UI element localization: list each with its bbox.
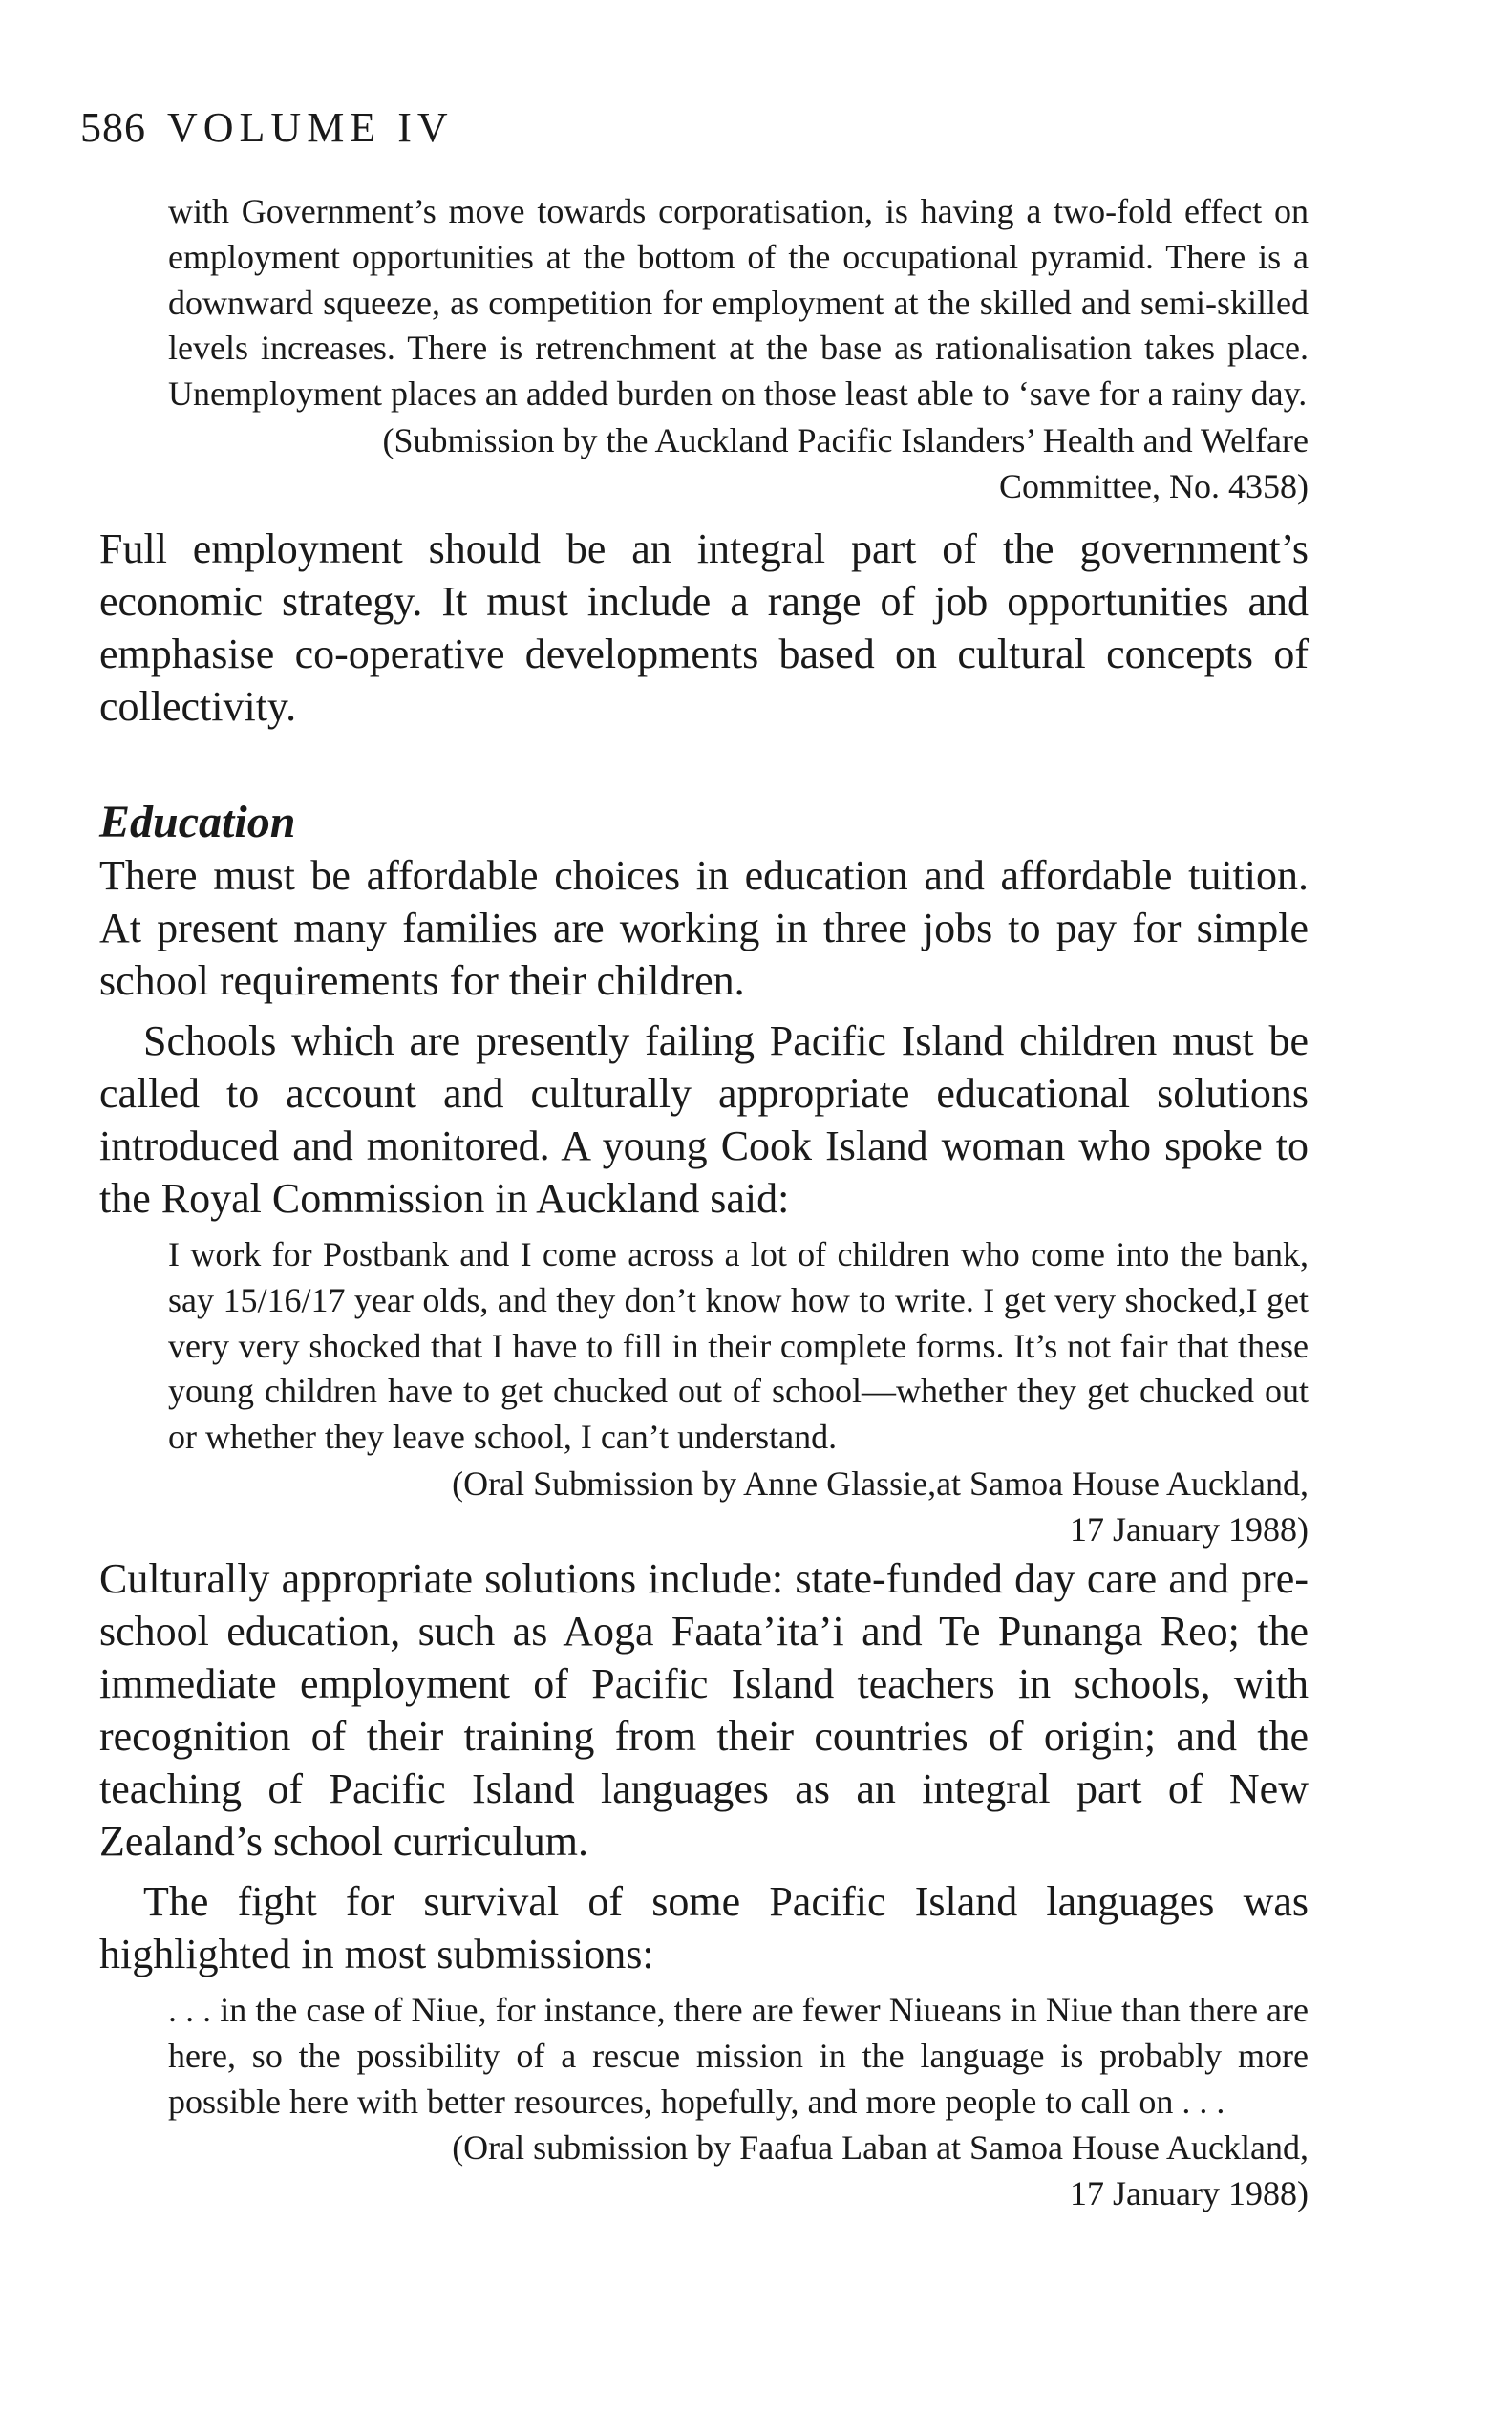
page-number: 586 <box>80 104 146 151</box>
running-header <box>80 104 454 151</box>
attribution-line: 17 January 1988) <box>1070 2174 1309 2213</box>
attribution-line: 17 January 1988) <box>1070 1509 1309 1549</box>
block-quote-niue: . . . in the case of Niue, for instance, there are fewer Niueans in Niue than there are here, so the possibility of a rescue mission in the language is probably more possible here with better resources, hopefully, and more people to call on . . . <box>168 1990 1309 2121</box>
block-quote-postbank: I work for Postbank and I come across a lot of children who come into the bank, say 15/16/17 year olds, and they don’t know how to write. I get very shocked,I get very very shocked that I have to fill in their complete forms. It’s not fair that these young children have to get chucked out of school—whether they get chucked out or whether they leave school, I can’t understand. <box>168 1234 1309 1457</box>
paragraph-language-survival: The fight for survival of some Pacific Island languages was highlighted in most submissions: <box>99 1877 1309 1977</box>
attribution-line: (Submission by the Auckland Pacific Islanders’ Health and Welfare <box>382 420 1309 459</box>
quote-attribution-faafua-laban <box>168 2125 1309 2216</box>
quote-attribution-anne-glassie <box>168 1461 1309 1552</box>
running-title: VOLUME IV <box>167 104 454 151</box>
paragraph-schools-failing: Schools which are presently failing Pacific Island children must be called to account and culturally appropriate educational solutions introduced and monitored. A young Cook Island woman who spoke to the Royal Commission in Auckland said: <box>99 1016 1309 1222</box>
paragraph-affordable-choices: There must be affordable choices in education and affordable tuition. At present many families are working in three jobs to pay for simple school requirements for their children. <box>99 851 1309 1004</box>
page-content <box>99 189 1309 2216</box>
block-quote-corporatisation: with Government’s move towards corporatisation, is having a two-fold effect on employment opportunities at the bottom of the occupational pyramid. There is a downward squeeze, as competition for employment at the skilled and semi-skilled levels increases. There is retrenchment at the base as rationalisation takes place. Unemployment places an added burden on those least able to ‘save for a rainy day. <box>168 192 1309 414</box>
attribution-line: (Oral submission by Faafua Laban at Samoa House Auckland, <box>452 2128 1309 2168</box>
section-heading-education: Education <box>99 796 296 847</box>
paragraph-culturally-appropriate: Culturally appropriate solutions include: state-funded day care and pre-school education, such as Aoga Faata’ita’i and Te Punanga Reo; the immediate employment of Pacific Island teachers in schools, with recognition of their training from their countries of origin; and the teaching of Pacific Island languages as an integral part of New Zealand’s school curriculum. <box>99 1554 1309 1865</box>
attribution-line: Committee, No. 4358) <box>999 466 1309 505</box>
attribution-line: (Oral Submission by Anne Glassie,at Samoa House Auckland, <box>452 1464 1309 1503</box>
paragraph-full-employment: Full employment should be an integral part of the government’s economic strategy. It must include a range of job opportunities and emphasise co-operative developments based on cultural concepts of collectivity. <box>99 524 1309 730</box>
quote-attribution-health-welfare <box>168 417 1309 509</box>
